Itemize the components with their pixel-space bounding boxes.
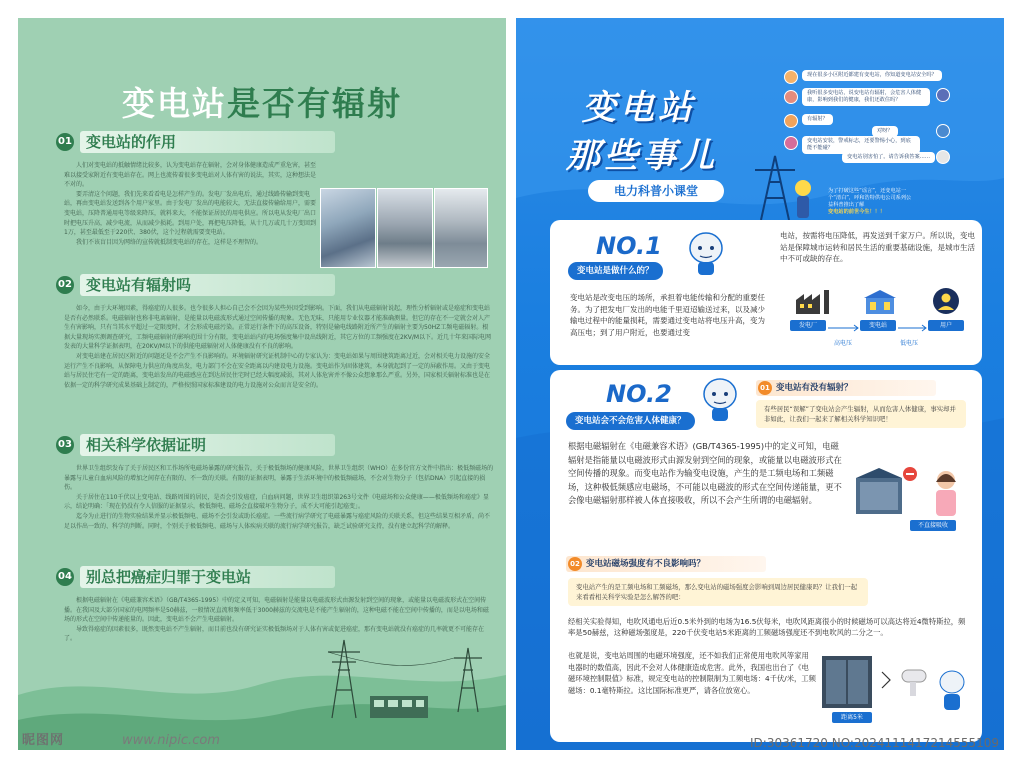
subsection-number: 01 <box>758 381 772 395</box>
section-number-badge: 02 <box>56 276 74 294</box>
chat-bubble: 变电站别害怕了。请告诉我答案…… <box>842 152 935 163</box>
substation-icon <box>370 696 428 718</box>
section-paragraph: 关于居住在110千伏以上变电站、线路周围的居民，是否会引发癌症，白血病问题，世界卫生组织第263号文件《电磁场和公众健康——极低频场和癌症》显示，结论明确：「现在仍没有令人信服的证据显示，极低频电、磁场会直接破坏生物分子，成不大可能引起癌变」。 <box>64 493 489 511</box>
flow-label: 用户 <box>928 320 964 331</box>
watermark-logo: 昵图网 <box>22 733 65 748</box>
chat-bubble: 对呀？ <box>872 126 898 137</box>
section-paragraph: 我们不该盲目因为网络的宣传就抵制变电站的存在，这样是不理智的。 <box>76 238 263 246</box>
transmission-tower-icon <box>741 148 821 223</box>
right-poster <box>516 18 1004 750</box>
substation-photo-1 <box>320 188 376 268</box>
avatar <box>784 90 798 104</box>
sign-label: 不直接吸收 <box>910 520 956 531</box>
avatar <box>936 124 950 138</box>
factory-icon <box>794 286 834 316</box>
card-text: 经相关实验得知，电吹风通电后近0.5米外到的电场为16.5伏每米，电吹风距离很小的时候磁场可以高达将近4微特斯拉，频率是50赫兹，这种磁场强度是，220千伏变电站5米距离的工频磁场强度还不到电吹风的二分之一。 <box>568 617 966 638</box>
question-pill: 变电站会不会危害人体健康？ <box>566 412 695 430</box>
flow-arrows <box>826 323 956 333</box>
left-section-03 <box>56 436 494 566</box>
hills-illustration <box>18 600 506 750</box>
substation-photos <box>320 188 488 268</box>
section-paragraph: 对变电站建在居民区附近的问题还是不会产生不良影响的。环境辐射研究证机制中心的专家认为：变电站如果与周围建筑距离过近，会对相关电力设施的安全运行产生不良影响，从保障电力供应的角度出发，电力部门不会在安全距离以内建设电力设施。变电站作为固体建筑，本身就起到了一定的屏蔽作用。又由于变电站与居民住宅有一定的距离，变电站发出的电磁感应在到达居民住宅时已经大幅度减弱，其对人体危害并不像公众想象那么严重。另外，国家相关辐射标准也是在依据一定的科学研究成果基础上制定的，严格按照国家标准建设的电力设施对公众而言是安全的。 <box>64 352 491 389</box>
substation-photo-2 <box>377 188 433 268</box>
mascot-icon <box>684 228 728 278</box>
section-paragraph: 根据电磁辐射在《电磁兼容术语》（GB/T4365-1995）中的定义可知，电磁辐射是能量以电磁波形式由源发射到空间的现象，或能量以电磁波形式在空间传播。在我国及大部分国家的电网频率是50赫兹，一般情况直流和频率低于3000赫兹的交流电是不能产生辐射的，这种电磁不能在空间中传播的，而是以电场和磁场的形式在空间中传递能量的。因此，变电站不会产生电磁辐射。 <box>64 597 489 624</box>
subtitle-pill: 电力科普小课堂 <box>588 180 724 202</box>
section-body <box>64 304 494 390</box>
section-paragraph: 迄今为止进行的生物实验结果并显示极低频电、磁场不会引发或助长癌症。一些流行病学研究了电磁暴露与癌症风险的关联关系，但这些结果互相矛盾，尚不足以作出一致的、科学的判断。同时，个别关于极低频电、磁场与人体疾病关联的流行病学研究报告，缺乏试验研究支持，没有建立起科学的解释。 <box>64 512 491 530</box>
note-box: 有些居民“误解”了变电站会产生辐射，从而危害人体健康，事实却并非如此，让我们一起来了解相关科学知识吧！ <box>756 400 966 428</box>
subsection-heading-02 <box>566 556 766 572</box>
card-text: 也就是说，变电站周围的电磁环境强度，还不如我们正常使用电吹风等家用电器时的数值高，因此不会对人体健康造成危害。此外，我国也出台了《电磁环境控制限值》标准，规定变电站的控制限制为工频电场：4千伏/米，工频磁场：0.1毫特斯拉。这比国际标准更严，请各位放宽心。 <box>568 651 816 695</box>
left-poster <box>18 18 506 750</box>
hair-dryer-icon <box>902 670 926 696</box>
section-heading: 变电站的作用 <box>80 131 335 153</box>
card-number: NO.2 <box>606 380 672 408</box>
subsection-heading-01 <box>756 380 936 396</box>
watermark-id: ID:30361720 NO:20241114172145551​09 <box>750 736 1000 750</box>
section-heading: 相关科学依据证明 <box>80 434 335 456</box>
watermark-url: www.nipic.com <box>122 733 220 748</box>
flow-arrow-label: 高电压 <box>834 340 853 347</box>
card-text: 变电站是改变电压的场所，承担着电能传输和分配的重要任务。为了把发电厂发出的电能千里迢迢输送过来，以及减少输电过程中的能量损耗，需要通过变电站将电压升高，变为高压电；到了用户附近，也要通过变 <box>570 293 765 337</box>
distance-label: 距离5米 <box>832 712 872 723</box>
card-no2 <box>550 370 982 742</box>
avatar <box>784 70 798 84</box>
avatar <box>936 88 950 102</box>
question-pill: 变电站是做什么的？ <box>568 262 663 280</box>
card-number: NO.1 <box>596 232 662 260</box>
chat-bubble: 有辐射？ <box>802 114 833 125</box>
substation-photo-3 <box>434 188 488 268</box>
section-body <box>64 161 319 247</box>
card-text: 根据电磁辐射在《电磁兼容术语》(GB/T4365-1995)中的定义可知，电磁辐射是指能量以电磁波形式由源发射到空间的现象，或能量以电磁波形式在空间传播的现象。而变电站作为输变电设施，产生的是工频电场和工频磁场，这种极低频感应电磁场，不可能以电磁波的形式在空间传递能量，更不会像电磁辐射那样被人体直接吸收，所以不会产生所谓的电磁辐射。 <box>568 441 842 506</box>
mascot-icon <box>698 374 742 424</box>
chat-footer-highlight: 变电站的前世今生！！！ <box>828 209 886 215</box>
left-title-part2: 是否有辐射 <box>227 84 402 123</box>
avatar <box>784 114 798 128</box>
flow-label: 变电站 <box>860 320 896 331</box>
note-box: 变电站产生的是工频电场和工频磁场，那么变电站的磁场强度会影响到周边居民健康吗？让我们一起来看看相关科学实验是怎么解答的吧： <box>568 578 868 606</box>
mascot-icon <box>936 150 950 164</box>
user-icon <box>926 286 966 316</box>
chat-bubble: 变电站安装，警戒标志，还要警惕小心，到底能不能碰？ <box>802 136 920 154</box>
section-number-badge: 01 <box>56 133 74 151</box>
flow-label: 发电厂 <box>790 320 826 331</box>
section-body <box>64 464 494 531</box>
subsection-title: 变电站有没有辐射？ <box>776 383 853 393</box>
card-no1 <box>550 220 982 365</box>
left-title-part1: 变电站 <box>122 84 227 123</box>
card-text: 电站，按需将电压降低，再发送到千家万户。所以说，变电站是保障城市运转和居民生活的重要基础设施，是城市生活中不可或缺的存在。 <box>780 231 975 264</box>
chat-footer <box>828 188 916 216</box>
section-number-badge: 04 <box>56 568 74 586</box>
section-heading: 别总把癌症归罪于变电站 <box>80 566 335 588</box>
subsection-number: 02 <box>568 557 582 571</box>
chat-bubble: 现在很多小区附近都建有变电站，你知道变电站安全吗？ <box>802 70 942 81</box>
left-section-02 <box>56 276 492 436</box>
right-title-line2: 那些事儿 <box>566 136 718 176</box>
right-title-line1: 变电站 <box>582 88 696 128</box>
section-paragraph: 如今，由于大环境因素，得癌症的人很多。也令很多人担心自己会不会因为某些外因受到影响。下面，我们从电磁辐射说起，理性分析辐射或是癌症和变电站是否有必然联系。电磁辐射也称非电离辐射，是能量以电磁波形式通过空间传播的现象。无色无味，只能用专业仪器才能准确测量。但它的存在不一定就会对人产生有害影响，只有当其水平超过一定限度时，才会形成电磁污染。正常运行条件下的高压设备，特别是输电线路附近所产生的辐射主要为50HZ工频电磁辐射。根据大量现场实测调查研究，工频电磁辐射的影响范围十分有限，变电站站内的电场强度集中设出线附近，其它方位的工频强度在2KV/M以下。近几十年来国际电网发表的大量科学证据表明，在20KV/M以下的供能电磁辐射对人体健康没有不良的影响。 <box>64 305 492 351</box>
flow-arrow-label: 低电压 <box>900 340 919 347</box>
subsection-title: 变电站磁场强度有不良影响吗？ <box>586 559 706 569</box>
chat-bubble: 我听很多变电站，说变电站有辐射，会危害人体健康，影响到我们的健康，我们还敢住吗？ <box>802 88 930 106</box>
substation-icon <box>860 286 900 316</box>
section-number-badge: 03 <box>56 436 74 454</box>
section-heading: 变电站有辐射吗 <box>80 274 335 296</box>
section-paragraph: 导致得癌症的因素很多，既然变电站不产生辐射，而目前也没有研究证实极低频场对于人体有害或促进癌症，那有变电站就没有癌症的几率就更不可能存在了。 <box>64 625 485 643</box>
section-paragraph: 世界卫生组织发布了关于居民区和工作场所电磁场暴露的研究报告，关于极低频场的健康风险，世界卫生组织（WHO）在多份官方文件中指出：极低频磁场的暴露与儿童白血病风险的增加之间存在有限的、不一致的关联。有限的证据表明，暴露于生活环境中的极低频磁场，不会对生物分子（包括DNA）引起直接的损伤。 <box>64 465 494 492</box>
left-title <box>18 78 506 125</box>
chat-footer-text: 为了打破这些“谣言”，还变电站一个“清白”，呼和浩特供电公司系列公益科普推出了解 <box>828 188 912 208</box>
section-paragraph: 人们对变电站的抵触情绪比较多，认为变电站存在辐射，会对身体健康造成严重危害，甚至难以接受家附近有变电站存在。网上也流传着很多变电站对人体有害的说法，其实，这种想法是不对的。 <box>64 162 317 189</box>
section-paragraph: 要弄清这个问题，我们先来看看电是怎样产生的。发电厂发出电后，通过线路传输到变电站，再由变电站发送到各个用户家里。由于发电厂发出的电能较大，无法直接传输给用户，需要变电站，压降普通用电等级来降压，就料来大，不能保证居民的用电供应。所以电从发电厂出口时把电压升高，减少电流，从而减少损耗。到用户处，再把电压降低，从十几万或几十万变回到1万，甚至最低至于220伏、380伏，这个过程就需要变电站。 <box>64 190 317 237</box>
substation-distance-illustration <box>820 652 976 736</box>
